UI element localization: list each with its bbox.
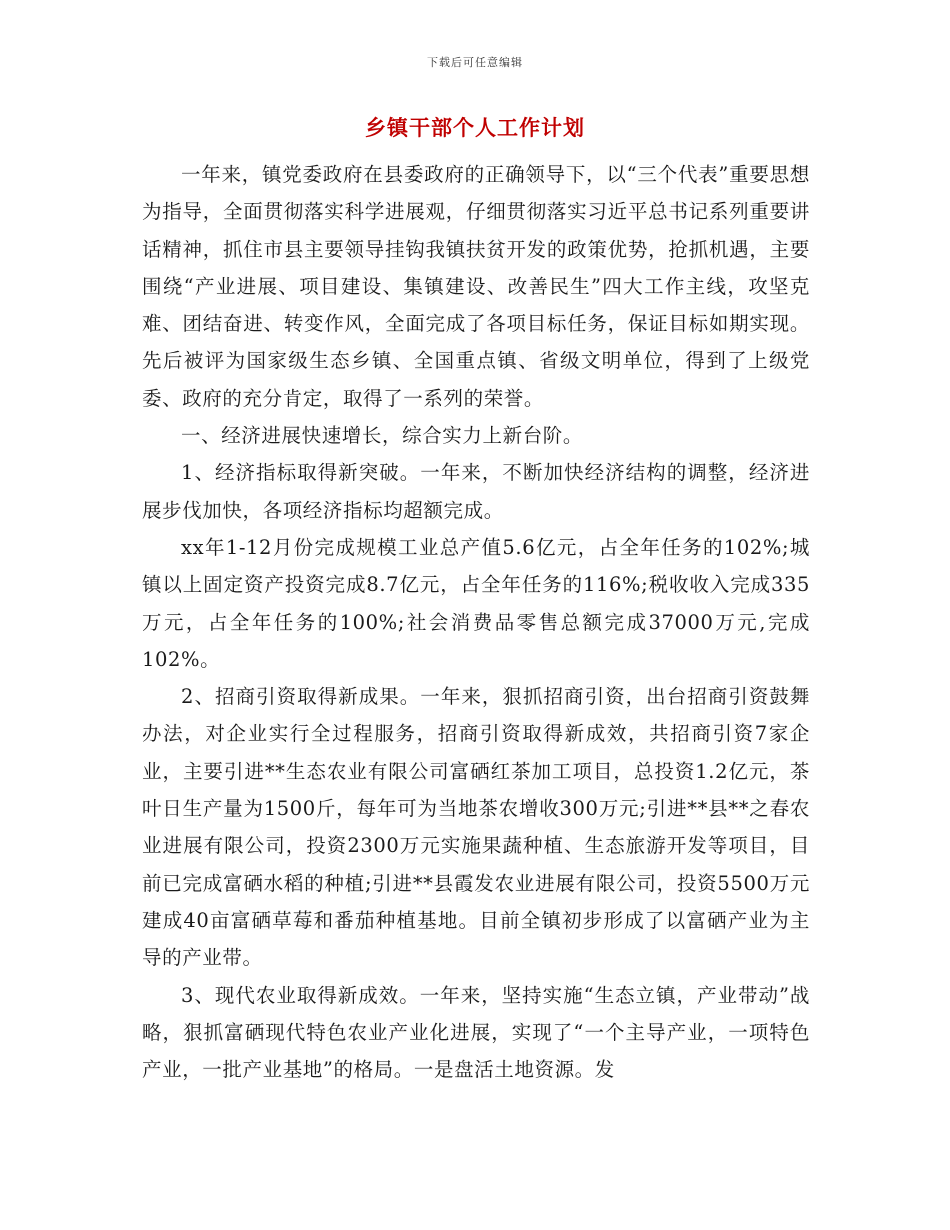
- paragraph-section-heading: 一、经济进展快速增长，综合实力上新台阶。: [181, 424, 584, 448]
- paragraph-agriculture: 3、现代农业取得新成效。一年来，坚持实施“生态立镇，产业带动”战略，狠抓富硒现代特色农业产业化进展，实现了“一个主导产业，一项特色产业，一批产业基地”的格局。一是盘活土地资源。发: [142, 983, 810, 1082]
- document-body: [142, 156, 810, 1088]
- paragraph-economic-indicators: 1、经济指标取得新突破。一年来，不断加快经济结构的调整，经济进展步伐加快，各项经济指标均超额完成。: [142, 461, 810, 522]
- paragraph-intro: 一年来，镇党委政府在县委政府的正确领导下，以“三个代表”重要思想为指导，全面贯彻落实科学进展观，仔细贯彻落实习近平总书记系列重要讲话精神，抓住市县主要领导挂钩我镇扶贫开发的政策优势，抢抓机遇，主要围绕“产业进展、项目建设、集镇建设、改善民生”四大工作主线，攻坚克难、团结奋进、转变作风，全面完成了各项目标任务，保证目标如期实现。先后被评为国家级生态乡镇、全国重点镇、省级文明单位，得到了上级党委、政府的充分肯定，取得了一系列的荣誉。: [142, 163, 810, 410]
- header-note: 下载后可任意编辑: [427, 56, 523, 69]
- document-title: 乡镇干部个人工作计划: [365, 115, 585, 140]
- paragraph-investment: 2、招商引资取得新成果。一年来，狠抓招商引资，出台招商引资鼓舞办法，对企业实行全过程服务，招商引资取得新成效，共招商引资7家企业，主要引进**生态农业有限公司富硒红茶加工项目，总投资1.2亿元，茶叶日生产量为1500斤，每年可为当地茶农增收300万元;引进**县**之春农业进展有限公司，投资2300万元实施果蔬种植、生态旅游开发等项目，目前已完成富硒水稻的种植;引进**县霞发农业进展有限公司，投资5500万元建成40亩富硒草莓和番茄种植基地。目前全镇初步形成了以富硒产业为主导的产业带。: [142, 685, 810, 970]
- paragraph-statistics: xx年1-12月份完成规模工业总产值5.6亿元，占全年任务的102%;城镇以上固定资产投资完成8.7亿元，占全年任务的116%;税收收入完成335万元，占全年任务的100%;社会消费品零售总额完成37000万元,完成102%。: [142, 535, 810, 671]
